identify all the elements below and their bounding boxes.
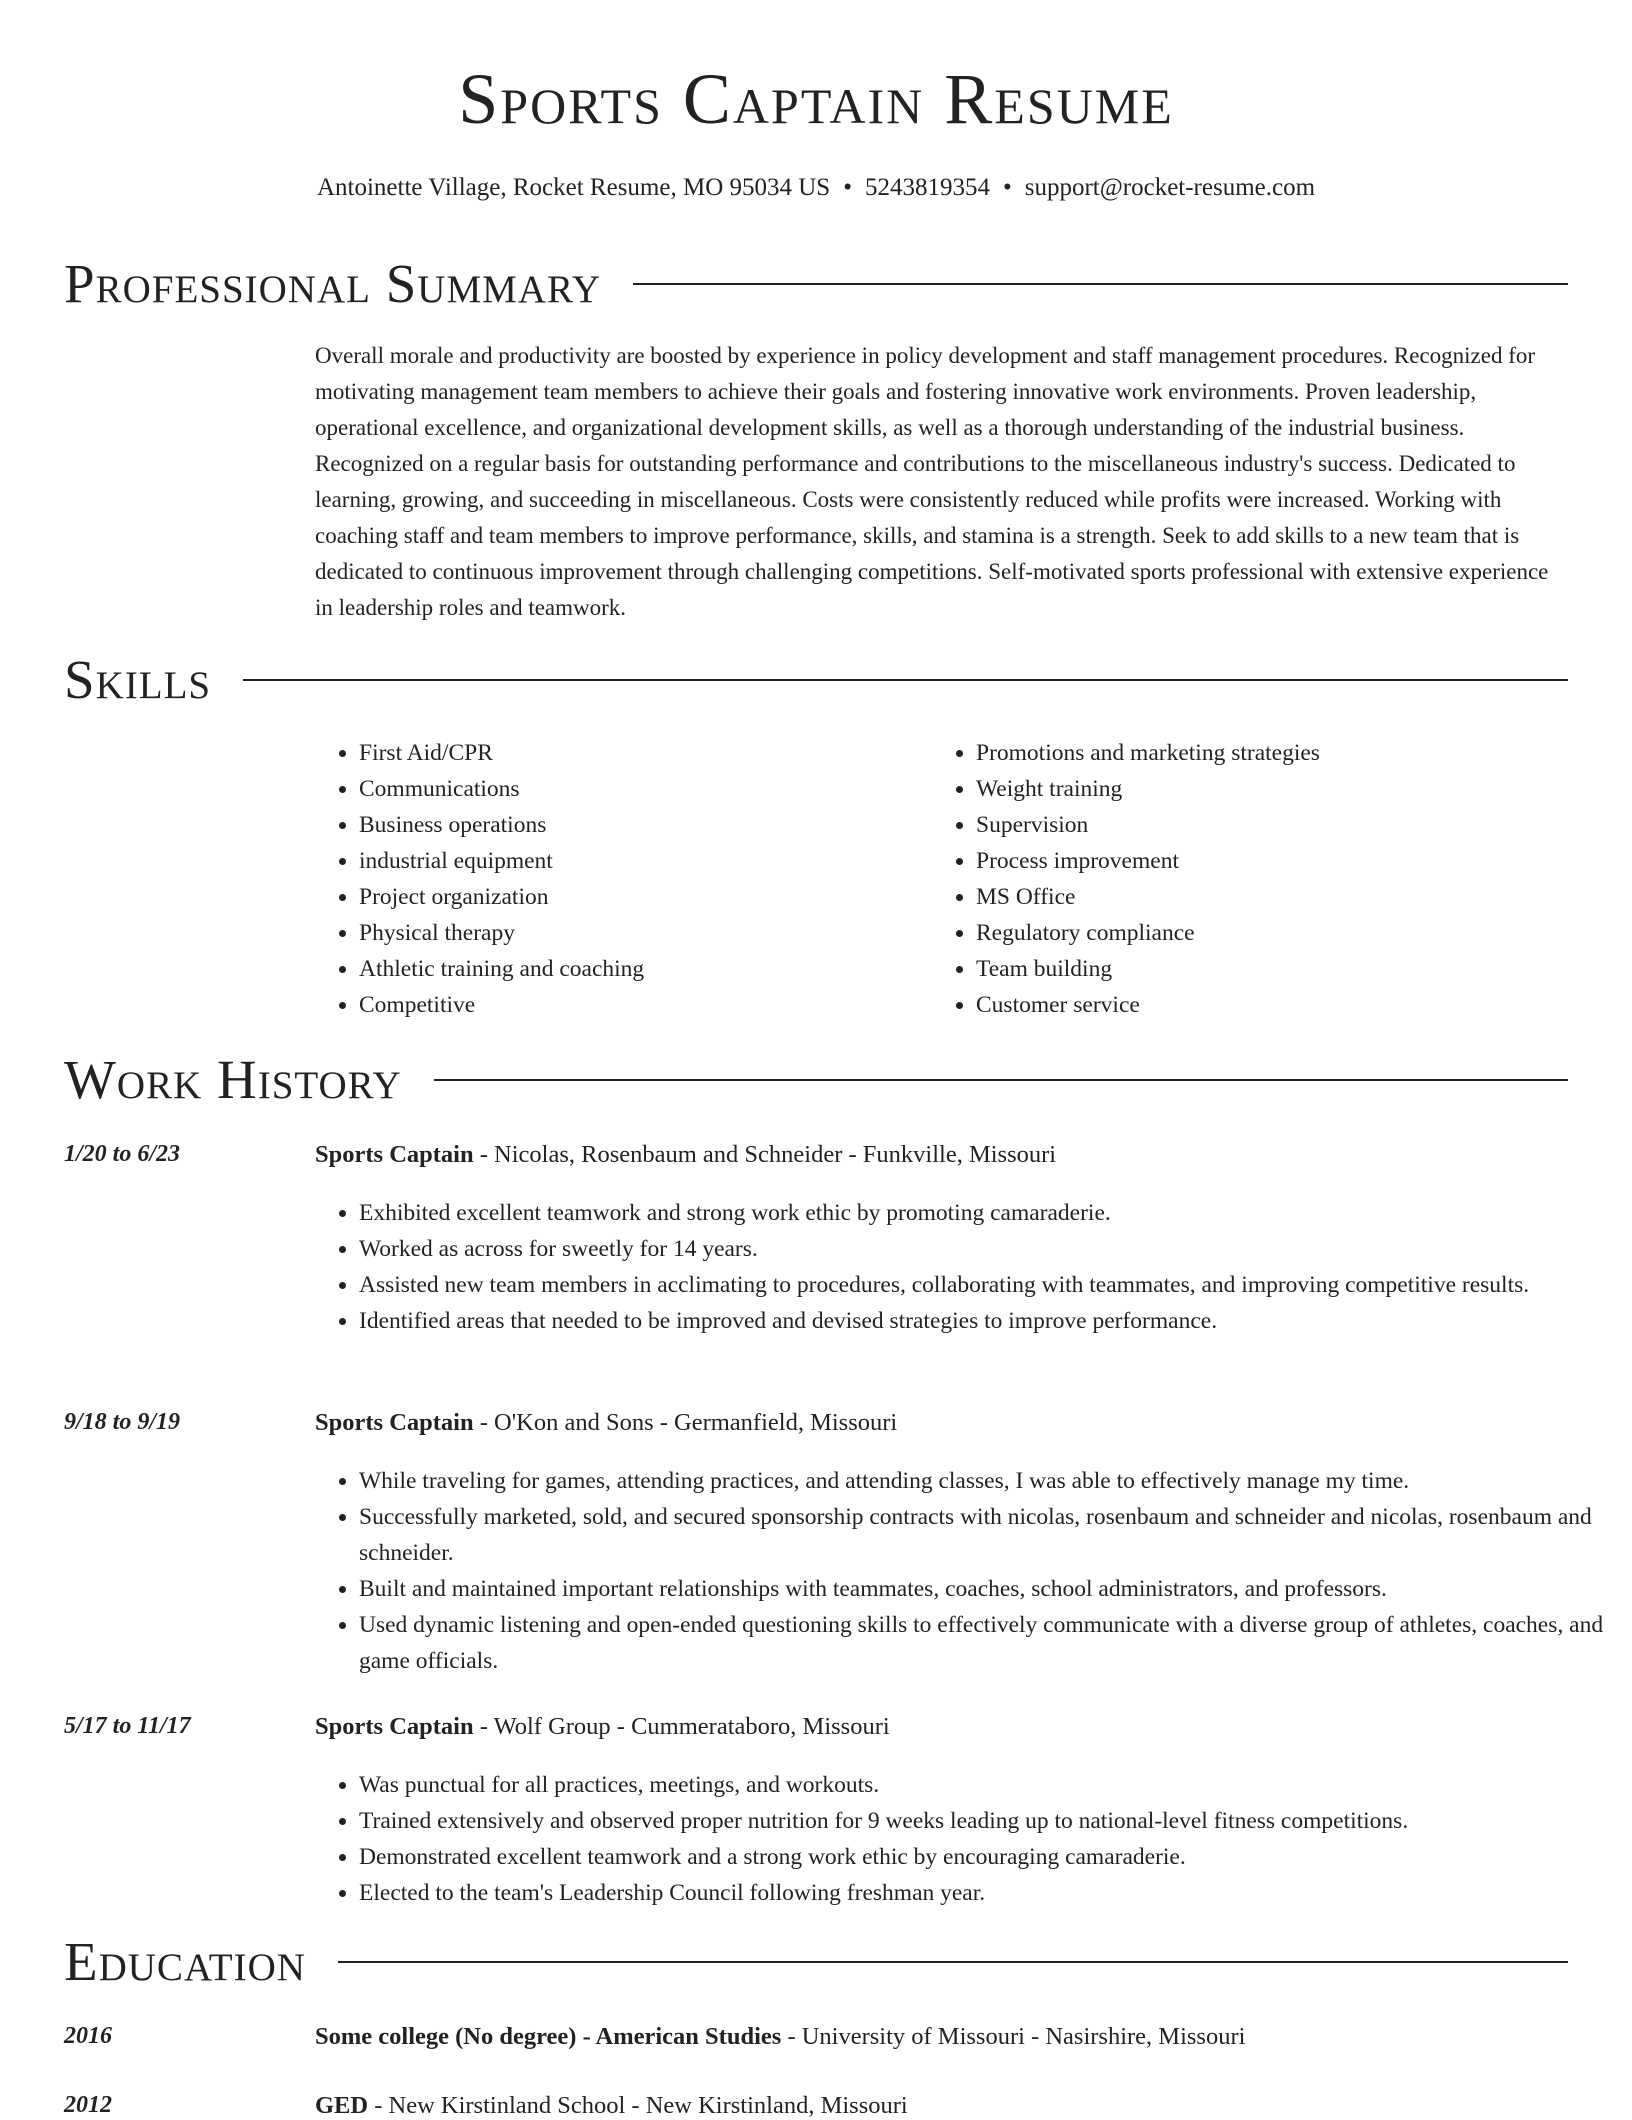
section-title: Skills [64,649,212,710]
skills-list-right [932,735,1320,1023]
skill-item: • Supervision [976,807,1320,843]
job-title: Sports Captain [315,1141,474,1168]
section-title: Professional Summary [64,253,602,314]
education-year: 2012 [64,2092,112,2118]
job-company: - Nicolas, Rosenbaum and Schneider - Funkville, Missouri [473,1141,1057,1168]
job-dates: 5/17 to 11/17 [64,1713,191,1739]
skill-item: • First Aid/CPR [359,735,644,771]
section-divider [243,679,1568,681]
section-heading-skills [64,648,1568,711]
contact-address: Antoinette Village, Rocket Resume, MO 95034 US [316,174,831,201]
section-divider [338,1961,1568,1963]
skill-item: • Athletic training and coaching [359,951,644,987]
skill-item: • Physical therapy [359,915,644,951]
skill-item: • Weight training [976,771,1320,807]
section-heading-education [64,1930,1568,1993]
education-header [315,2023,1245,2051]
education-year: 2016 [64,2023,112,2049]
section-heading-summary [64,252,1568,315]
contact-phone: 5243819354 [864,174,990,201]
job-bullet: • Elected to the team's Leadership Council following freshman year. [359,1875,1609,1911]
job-title: Sports Captain [315,1409,474,1436]
job-bullet: • Assisted new team members in acclimating to procedures, collaborating with teammates, and improving competitive results. [359,1267,1609,1303]
section-title: Work History [64,1049,402,1110]
skill-item: • industrial equipment [359,843,644,879]
skill-item: • Project organization [359,879,644,915]
skill-item: • Communications [359,771,644,807]
job-bullet: • Demonstrated excellent teamwork and a strong work ethic by encouraging camaraderie. [359,1839,1609,1875]
contact-separator: • [843,174,852,201]
resume-title: Sports Captain Resume [458,59,1174,139]
job-bullet: • Used dynamic listening and open-ended questioning skills to effectively communicate with a diverse group of athletes, coaches, and game officials. [359,1607,1609,1679]
job-header [315,1713,890,1741]
job-bullets [315,1463,1609,1679]
section-divider [434,1079,1568,1081]
skills-list-left [315,735,644,1023]
job-bullet: • Was punctual for all practices, meetings, and workouts. [359,1767,1609,1803]
skill-item: • Regulatory compliance [976,915,1320,951]
job-title: Sports Captain [315,1713,474,1740]
skill-item: • Team building [976,951,1320,987]
job-dates: 1/20 to 6/23 [64,1141,181,1167]
skill-item: • Promotions and marketing strategies [976,735,1320,771]
job-bullet: • Worked as across for sweetly for 14 years. [359,1231,1609,1267]
education-school: - University of Missouri - Nasirshire, Missouri [781,2023,1246,2050]
job-company: - Wolf Group - Cummerataboro, Missouri [473,1713,890,1740]
education-degree: GED [315,2092,369,2119]
job-dates: 9/18 to 9/19 [64,1409,181,1435]
section-title: Education [64,1931,306,1992]
job-bullet: • Trained extensively and observed proper nutrition for 9 weeks leading up to national-level fitness competitions. [359,1803,1609,1839]
education-degree: Some college (No degree) - American Studies [315,2023,782,2050]
summary-paragraph: Overall morale and productivity are boosted by experience in policy development and staff management procedures. Recognized for motivating management team members to achieve their goals and fostering innovative work environments. Proven leadership, operational excellence, and organizational development skills, as well as a thorough understanding of the industrial business. Recognized on a regular basis for outstanding performance and contributions to the miscellaneous industry's success. Dedicated to learning, growing, and succeeding in miscellaneous. Costs were consistently reduced while profits were increased. Working with coaching staff and team members to improve performance, skills, and stamina is a strength. Seek to add skills to a new team that is dedicated to continuous improvement through challenging competitions. Self-motivated sports professional with extensive experience in leadership roles and teamwork. [315,343,1549,620]
job-company: - O'Kon and Sons - Germanfield, Missouri [473,1409,898,1436]
job-bullets [315,1195,1609,1339]
skill-item: • Process improvement [976,843,1320,879]
skill-item: • MS Office [976,879,1320,915]
job-bullet: • While traveling for games, attending practices, and attending classes, I was able to effectively manage my time. [359,1463,1609,1499]
job-bullet: • Exhibited excellent teamwork and strong work ethic by promoting camaraderie. [359,1195,1609,1231]
job-bullet: • Built and maintained important relationships with teammates, coaches, school administrators, and professors. [359,1571,1609,1607]
contact-line [0,174,1632,202]
skill-item: • Competitive [359,987,644,1023]
section-heading-work [64,1048,1568,1111]
job-bullet: • Successfully marketed, sold, and secured sponsorship contracts with nicolas, rosenbaum and schneider and nicolas, rosenbaum and schneider. [359,1499,1609,1571]
education-header [315,2092,908,2120]
section-divider [633,283,1568,285]
contact-email: support@rocket-resume.com [1024,174,1316,201]
skill-item: • Customer service [976,987,1320,1023]
contact-separator: • [1002,174,1012,201]
education-school: - New Kirstinland School - New Kirstinland, Missouri [368,2092,908,2119]
job-bullets [315,1767,1609,1911]
job-header [315,1141,1056,1169]
skill-item: • Business operations [359,807,644,843]
job-header [315,1409,897,1437]
job-bullet: • Identified areas that needed to be improved and devised strategies to improve performance. [359,1303,1609,1339]
